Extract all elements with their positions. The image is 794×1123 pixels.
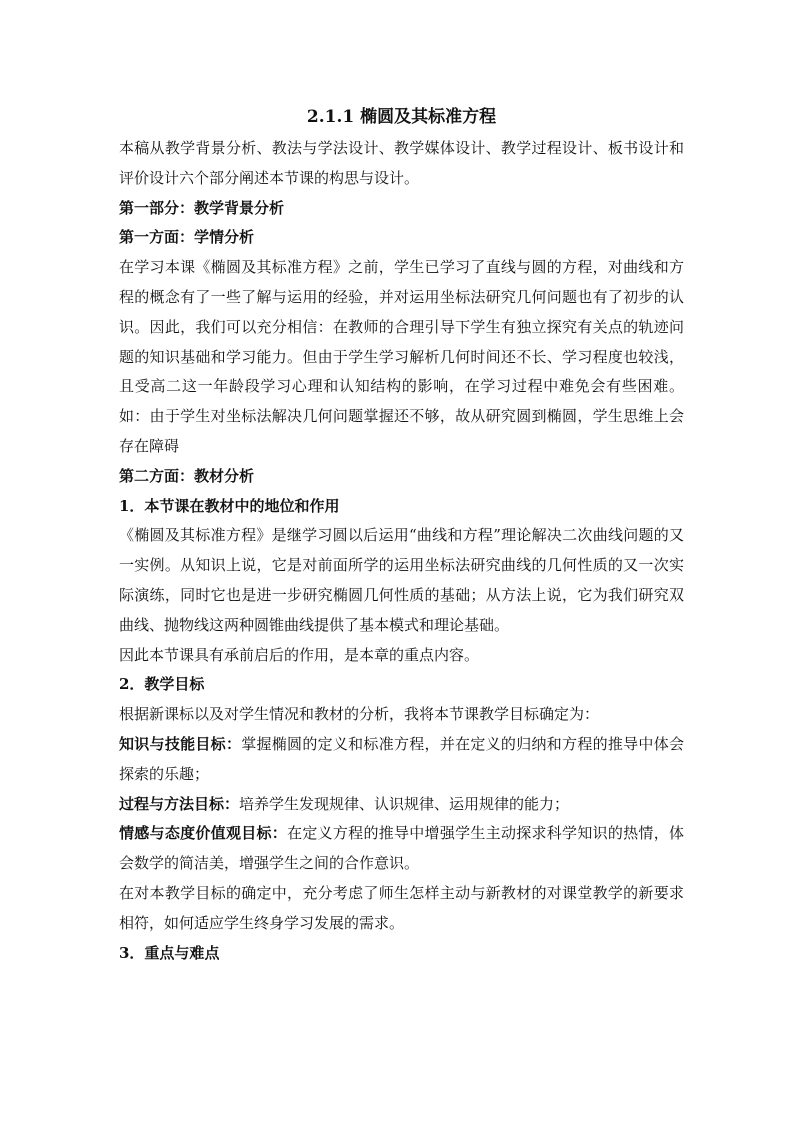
goal-knowledge-text: 掌握椭圆的定义和标准方程，并在定义的归纳和方程的推导中体会探索的乐趣；: [119, 734, 684, 783]
aspect2-heading: 第二方面：教材分析: [119, 466, 255, 485]
goal-process-label: 过程与方法目标：: [119, 794, 240, 813]
section2-heading: 2．教学目标: [119, 675, 205, 694]
section1-heading: 1．本节课在教材中的地位和作用: [119, 496, 340, 515]
section2-conclusion: 在对本教学目标的确定中，充分考虑了师生怎样主动与新教材的对课堂教学的新要求相符，如何适应学生终身学习发展的需求。: [119, 883, 684, 932]
document-title: 2.1.1 椭圆及其标准方程: [306, 107, 497, 127]
goal-knowledge: [119, 730, 684, 790]
intro-paragraph: 本稿从教学背景分析、教法与学法设计、教学媒体设计、教学过程设计、板书设计和评价设计六个部分阐述本节课的构思与设计。: [119, 139, 684, 187]
part1-heading: 第一部分：教学背景分析: [119, 198, 285, 217]
goal-process: [119, 790, 684, 820]
section2-intro: 根据新课标以及对学生情况和教材的分析，我将本节课教学目标确定为：: [119, 705, 600, 724]
section3-heading: 3．重点与难点: [119, 943, 220, 962]
aspect1-heading: 第一方面：学情分析: [119, 228, 255, 247]
goal-process-text: 培养学生发现规律、认识规律、运用规律的能力；: [239, 794, 570, 813]
goal-emotion: [119, 819, 684, 879]
section1-paragraph: 《椭圆及其标准方程》是继学习圆以后运用“曲线和方程”理论解决二次曲线问题的又一实例。从知识上说，它是对前面所学的运用坐标法研究曲线的几何性质的又一次实际演练，同时它也是进一步研究椭圆几何性质的基础；从方法上说，它为我们研究双曲线、抛物线这两种圆锥曲线提供了基本模式和理论基础。: [119, 526, 684, 634]
aspect1-paragraph: 在学习本课《椭圆及其标准方程》之前，学生已学习了直线与圆的方程，对曲线和方程的概念有了一些了解与运用的经验，并对运用坐标法研究几何问题也有了初步的认识。因此，我们可以充分相信：在教师的合理引导下学生有独立探究有关点的轨迹问题的知识基础和学习能力。但由于学生学习解析几何时间还不长、学习程度也较浅，且受高二这一年龄段学习心理和认知结构的影响，在学习过程中难免会有些困难。如：由于学生对坐标法解决几何问题掌握还不够，故从研究圆到椭圆，学生思维上会存在障碍: [119, 258, 684, 455]
goal-emotion-label: 情感与态度价值观目标：: [119, 824, 288, 843]
section1-conclusion: 因此本节课具有承前启后的作用，是本章的重点内容。: [119, 645, 480, 664]
goal-knowledge-label: 知识与技能目标：: [119, 734, 242, 753]
document-body: [119, 100, 684, 968]
goal-emotion-text: 在定义方程的推导中增强学生主动探求科学知识的热情，体会数学的简洁美，增强学生之间的合作意识。: [119, 824, 684, 873]
